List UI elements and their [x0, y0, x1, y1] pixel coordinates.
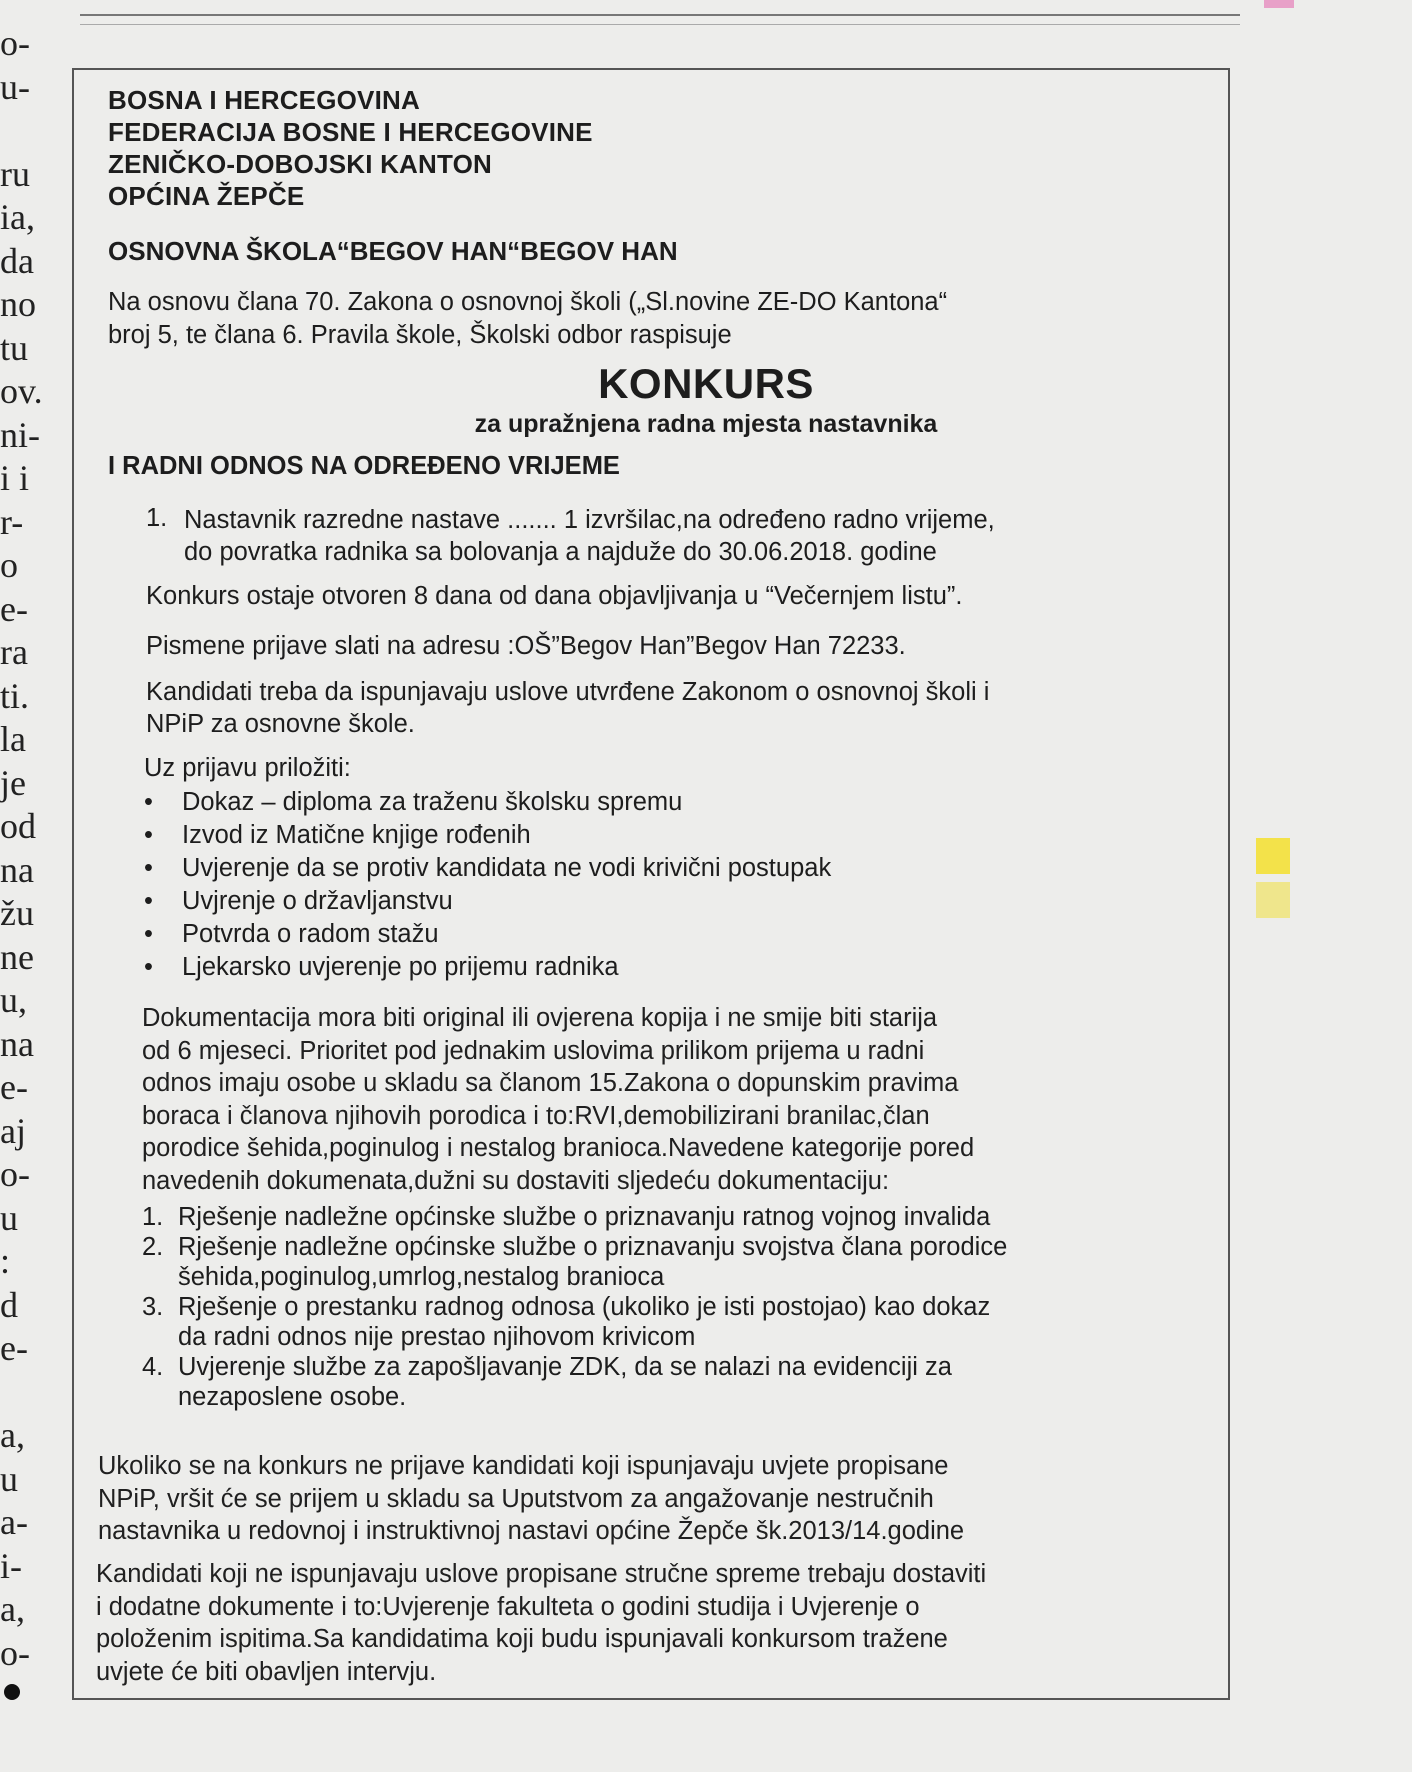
pink-color-mark — [1264, 0, 1294, 8]
paragraph-line: Ukoliko se na konkurs ne prijave kandidati koji ispunjavaju uvjete propisane — [98, 1452, 949, 1480]
item-line: Rješenje nadležne općinske službe o priznavanju svojstva člana porodice — [178, 1233, 1008, 1261]
item-number: 2. — [142, 1233, 164, 1261]
paragraph-line: Kandidati koji ne ispunjavaju uslove propisane stručne spreme trebaju dostaviti — [96, 1560, 987, 1588]
list-item — [142, 1202, 1202, 1232]
intro-paragraph — [108, 286, 1188, 352]
item-line: šehida,poginulog,umrlog,nestalog branioca — [178, 1263, 665, 1291]
item-line: Uvjerenje službe za zapošljavanje ZDK, da se nalazi na evidenciji za — [178, 1353, 952, 1381]
column-fragment: e- — [0, 1067, 28, 1107]
header-line: FEDERACIJA BOSNE I HERCEGOVINE — [108, 117, 593, 147]
item-number: 1. — [142, 1203, 164, 1231]
column-fragment: u- — [0, 66, 30, 107]
paragraph-line: porodice šehida,poginulog i nestalog branioca.Navedene kategorije pored — [142, 1134, 975, 1162]
top-rule — [80, 14, 1240, 16]
column-fragment: a- — [0, 1502, 28, 1542]
item-line: nezaposlene osobe. — [178, 1383, 407, 1411]
column-fragment: u, — [0, 980, 27, 1020]
column-fragment: ni- — [0, 414, 40, 455]
address-text: Pismene prijave slati na adresu :OŠ”Begov Han”Begov Han 72233. — [146, 632, 906, 660]
position-line: do povratka radnika sa bolovanja a najduže do 30.06.2018. godine — [184, 538, 937, 566]
column-fragment: ia, — [0, 197, 35, 237]
list-item: • Uvjrenje o državljanstvu — [144, 885, 831, 918]
list-item — [142, 1232, 1202, 1292]
intro-line: Na osnovu člana 70. Zakona o osnovnoj školi („Sl.novine ZE-DO Kantona“ — [108, 288, 948, 316]
column-fragment: : — [0, 1241, 11, 1281]
item-number: 4. — [142, 1353, 164, 1381]
intro-line: broj 5, te člana 6. Pravila škole, Školski odbor raspisuje — [108, 321, 732, 349]
column-fragment: o- — [0, 23, 30, 63]
column-fragment — [0, 1371, 52, 1415]
item-line: Rješenje nadležne općinske službe o priznavanju ratnog vojnog invalida — [178, 1203, 991, 1231]
section-heading: I RADNI ODNOS NA ODREĐENO VRIJEME — [108, 452, 620, 480]
paragraph-line: od 6 mjeseci. Prioritet pod jednakim uslovima prilikom prijema u radni — [142, 1036, 925, 1065]
attachments-list — [144, 786, 831, 984]
conditions-line: NPiP za osnovne škole. — [146, 710, 415, 738]
column-fragment: tu — [0, 327, 29, 368]
paragraph-line: nastavnika u redovnoj i instruktivnoj nastavi općine Žepče šk.2013/14.godine — [98, 1517, 965, 1545]
column-fragment: aj — [0, 1110, 26, 1151]
paragraph-line: NPiP, vršit će se prijem u skladu sa Uputstvom za angažovanje nestručnih — [98, 1484, 934, 1513]
column-fragment: na — [0, 1023, 34, 1064]
item-number: 3. — [142, 1293, 164, 1321]
column-fragment: je — [0, 762, 26, 803]
column-fragment: od — [0, 806, 36, 846]
paragraph-line: i dodatne dokumente i to:Uvjerenje fakulteta o godini studija i Uvjerenje o — [96, 1592, 920, 1621]
column-fragment: ov. — [0, 371, 43, 411]
header-line: ZENIČKO-DOBOJSKI KANTON — [108, 149, 493, 179]
column-fragment: ra — [0, 632, 28, 672]
column-fragment: da — [0, 240, 34, 281]
school-name: OSNOVNA ŠKOLA“BEGOV HAN“BEGOV HAN — [108, 236, 678, 266]
paragraph-line: položenim ispitima.Sa kandidatima koji budu ispunjavali konkursom tražene — [96, 1625, 948, 1653]
no-candidates-paragraph — [98, 1450, 1208, 1548]
header-line: BOSNA I HERCEGOVINA — [108, 85, 420, 115]
column-fragment: ne — [0, 936, 34, 977]
documentation-paragraph — [142, 1002, 1202, 1197]
list-item: • Uvjerenje da se protiv kandidata ne vodi krivični postupak — [144, 852, 831, 885]
column-fragment: na — [0, 849, 34, 890]
paragraph-line: odnos imaju osobe u skladu sa članom 15.Zakona o dopunskim pravima — [142, 1069, 959, 1097]
column-fragment: r- — [0, 501, 24, 542]
column-fragment: i i — [0, 458, 30, 498]
position-number: 1. — [146, 504, 168, 532]
column-fragment: a, — [0, 1589, 25, 1629]
paragraph-line: boraca i članova njihovih porodica i to:RVI,demobilizirani branilac,član — [142, 1101, 930, 1130]
attachments-label: Uz prijavu priložiti: — [144, 754, 351, 782]
item-line: da radni odnos nije prestao njihovom krivicom — [178, 1323, 696, 1351]
conditions-line: Kandidati treba da ispunjavaju uslove utvrđene Zakonom o osnovnoj školi i — [146, 678, 990, 706]
list-item: • Ljekarsko uvjerenje po prijemu radnika — [144, 951, 831, 984]
paragraph-line: navedenih dokumenata,dužni su dostaviti sljedeću dokumentaciju: — [142, 1166, 890, 1195]
list-item: • Dokaz – diploma za traženu školsku spremu — [144, 786, 831, 819]
adjacent-column-text — [0, 0, 52, 1675]
list-item: • Izvod iz Matične knjige rođenih — [144, 819, 831, 852]
document-subtitle: za upražnjena radna mjesta nastavnika — [474, 410, 938, 438]
institution-header — [108, 84, 593, 212]
column-fragment: o- — [0, 1154, 30, 1194]
open-duration-text: Konkurs ostaje otvoren 8 dana od dana objavljivanja u “Večernjem listu”. — [146, 582, 963, 610]
unqualified-candidates-paragraph — [96, 1558, 1208, 1688]
yellow-color-mark — [1256, 838, 1290, 874]
position-line: Nastavnik razredne nastave ....... 1 izvršilac,na određeno radno vrijeme, — [184, 506, 995, 534]
column-fragment: e- — [0, 1328, 28, 1368]
required-documents-list — [142, 1202, 1202, 1412]
column-fragment: a, — [0, 1415, 25, 1455]
list-item — [142, 1352, 1202, 1412]
bullet-dot — [4, 1684, 20, 1700]
position-description — [184, 504, 1204, 568]
column-fragment: o- — [0, 1632, 30, 1673]
column-fragment: u — [0, 1197, 18, 1238]
item-line: Rješenje o prestanku radnog odnosa (ukoliko je isti postojao) kao dokaz — [178, 1293, 991, 1321]
column-fragment: la — [0, 719, 26, 759]
column-fragment: ru — [0, 153, 30, 194]
column-fragment — [0, 109, 52, 153]
document-title: KONKURS — [598, 360, 814, 407]
paragraph-line: Dokumentacija mora biti original ili ovjerena kopija i ne smije biti starija — [142, 1004, 938, 1032]
column-fragment: no — [0, 284, 36, 324]
list-item: • Potvrda o radom stažu — [144, 918, 831, 951]
paragraph-line: uvjete će biti obavljen intervju. — [96, 1657, 437, 1686]
list-item — [142, 1292, 1202, 1352]
column-fragment: žu — [0, 893, 34, 933]
column-fragment: d — [0, 1284, 18, 1325]
conditions-text — [146, 676, 1206, 740]
column-fragment: i- — [0, 1545, 22, 1586]
yellow-color-mark — [1256, 882, 1290, 918]
header-line: OPĆINA ŽEPČE — [108, 181, 305, 211]
column-fragment: o — [0, 545, 18, 585]
top-rule-secondary — [80, 24, 1240, 25]
column-fragment: e- — [0, 588, 28, 629]
column-fragment: u — [0, 1458, 18, 1499]
column-fragment: ti. — [0, 675, 30, 716]
